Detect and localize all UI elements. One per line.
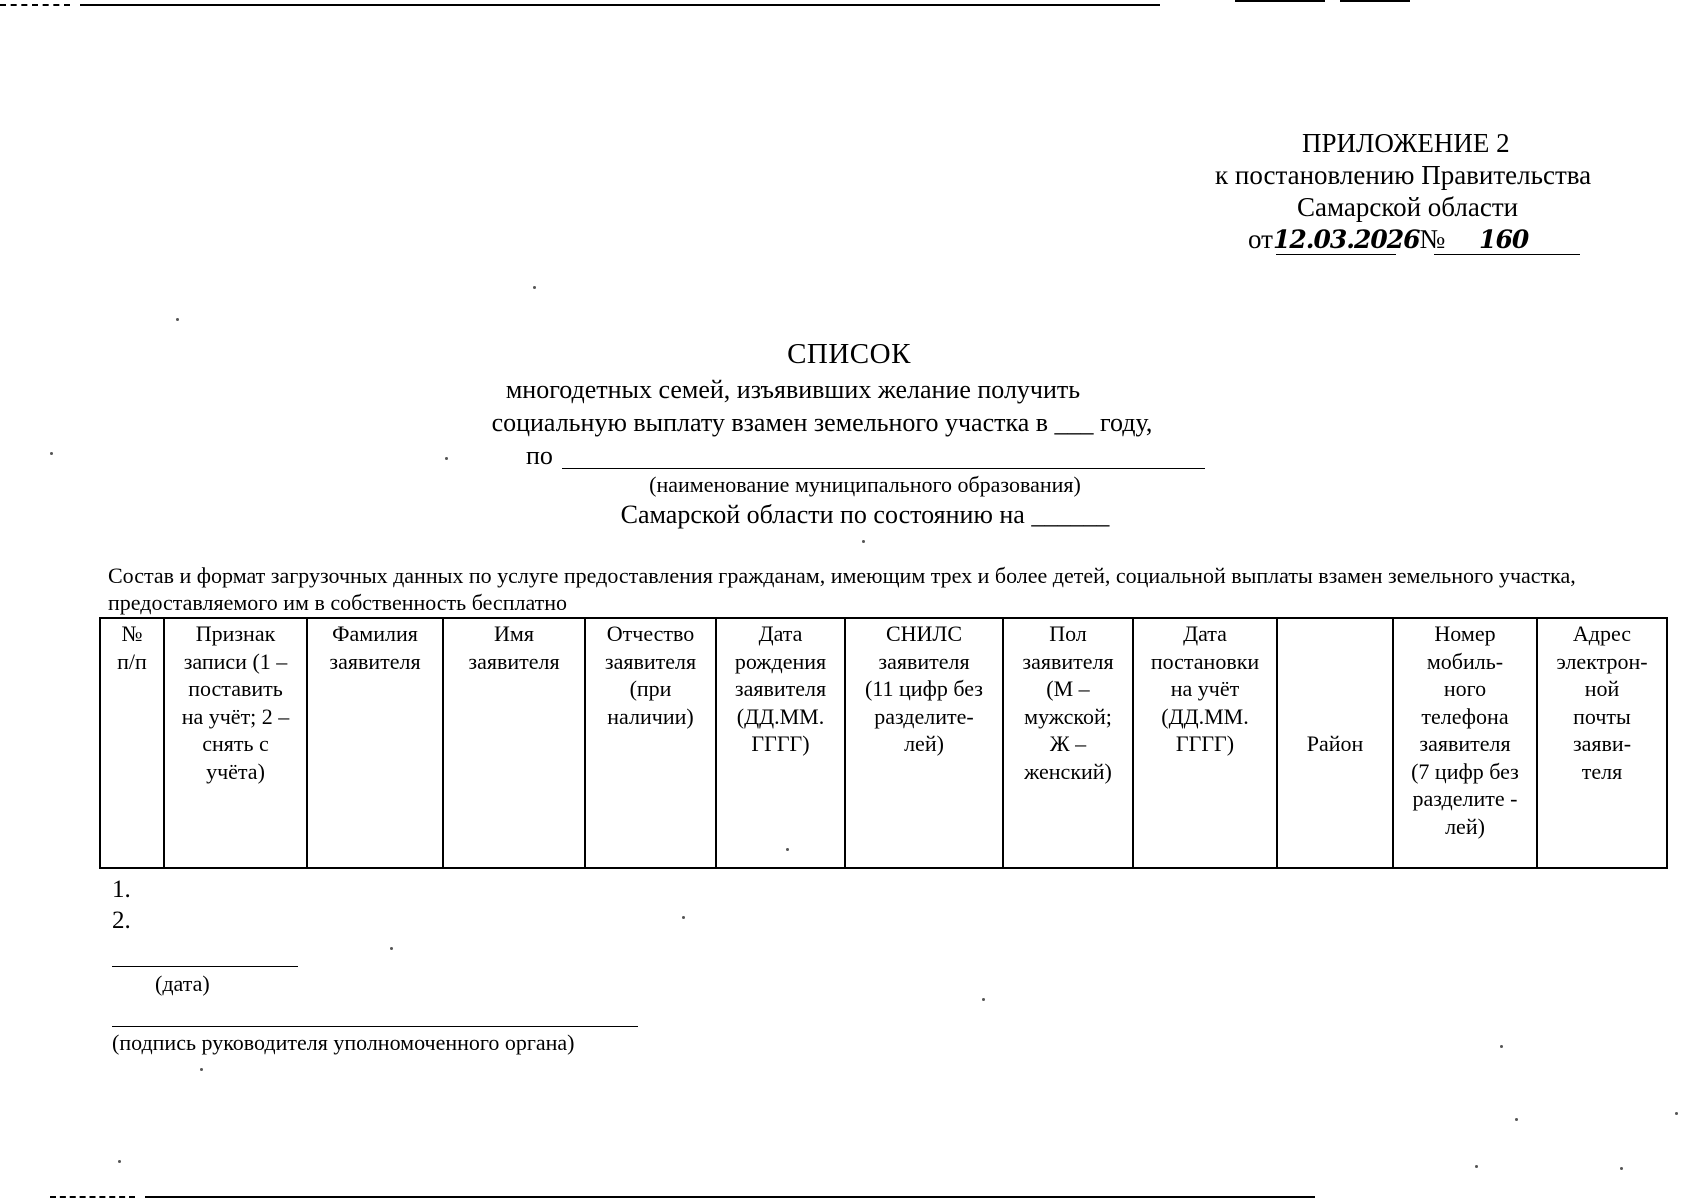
intro-text: Состав и формат загрузочных данных по услуге предоставления гражданам, имеющим трех и более детей, социальной выплаты взамен земельного участка, предоставляемого им в собственность бесплатно [108,563,1576,615]
heading-line-1: многодетных семей, изъявивших желание получить [505,375,1081,404]
column-header-line: на учёт; 2 – [181,703,290,729]
heading-line-3-prefix: по [526,441,553,470]
column-header-line: мужской; [1024,703,1112,729]
column-header-line: заявителя [329,648,421,674]
scan-edge-bottom [145,1196,1315,1198]
column-header-line: лей) [904,731,944,756]
column-header-line: заявителя [1419,731,1511,756]
scan-speck [1475,1165,1478,1168]
column-header-line: электрон- [1556,648,1648,674]
column-header-line: Имя [494,621,534,646]
column-header-line: на учёт [1170,676,1240,701]
heading-line-4: Самарской области по состоянию на ______ [620,500,1110,529]
column-header-line: разделите - [1412,786,1518,811]
column-header-snils [845,618,1003,868]
column-header-line: заявителя [1022,648,1114,674]
date-signature-line [112,966,298,967]
scan-speck [682,916,685,919]
column-header-line: Отчество [606,621,695,646]
scan-speck [1500,1045,1503,1048]
column-header-line: поставить [188,676,283,701]
appendix-line-1: к постановлению Правительства [1215,160,1592,190]
column-header-line: Дата [758,621,803,646]
column-header-line: № [121,621,143,646]
list-item-2-number: 2. [112,907,131,934]
appendix-number-underline [1434,254,1580,255]
column-header-phone [1393,618,1537,868]
scan-edge-top [80,4,1160,6]
column-header-first-name [443,618,585,868]
table-header-row [100,618,1667,868]
scan-speck [533,286,536,289]
scan-speck [445,457,448,460]
column-header-line: постановки [1150,648,1260,674]
column-header-email [1537,618,1667,868]
scan-edge-top-left [0,4,70,6]
column-header-line: ного [1443,676,1487,701]
column-header-line: ГГГГ) [1175,731,1235,756]
column-header-line: разделите- [874,703,974,729]
column-header-line: (ДД.ММ. [736,703,825,729]
list-item-1-number: 1. [112,876,131,903]
column-header-line: (7 цифр без [1411,758,1519,784]
column-header-line: женский) [1024,758,1112,784]
column-header-line: ной [1584,676,1620,701]
column-header-line: Номер [1434,621,1496,646]
scan-speck [200,1068,203,1071]
column-header-line: Район [1306,730,1364,756]
scan-edge-bottom-left [50,1196,135,1198]
column-header-line: Дата [1183,621,1227,646]
head-signature-line [112,1026,638,1027]
column-header-line: (ДД.ММ. [1161,703,1249,729]
column-header-line: записи (1 – [183,648,288,674]
appendix-number-prefix: № [1419,224,1446,254]
column-header-line: (при [629,676,672,701]
column-header-line: (11 цифр без [865,676,983,701]
heading-line-2: социальную выплату взамен земельного участка в ___ году, [491,408,1153,437]
signature-caption: (подпись руководителя уполномоченного органа) [112,1030,575,1055]
scan-speck [1675,1112,1678,1115]
scan-speck [1515,1118,1518,1121]
scan-speck [862,540,865,543]
column-header-registration-date [1133,618,1277,868]
scan-speck [1620,1167,1623,1170]
column-header-line: Фамилия [332,621,418,646]
column-header-line: заявителя [468,648,560,674]
scan-speck [50,452,53,455]
column-header-line: Признак [195,621,276,646]
appendix-date-underline [1276,254,1396,255]
appendix-line-2: Самарской области [1297,192,1519,222]
column-header-birth-date [716,618,845,868]
column-header-line: ГГГГ) [751,731,810,756]
appendix-date-handwritten: 12.03.2026 [1272,225,1420,254]
column-header-line: наличии) [607,703,694,729]
scan-edge-top-right [1235,0,1325,2]
column-header-patronymic [585,618,716,868]
column-header-line: учёта) [206,758,265,784]
municipality-underline [562,468,1205,469]
column-header-gender [1003,618,1133,868]
column-header-line: снять с [202,731,269,756]
column-header-line: заявителя [734,676,827,701]
column-header-line: лей) [1445,813,1485,839]
appendix-number-handwritten: 160 [1479,225,1529,254]
appendix-date-prefix: от [1248,224,1273,254]
column-header-line: теля [1581,758,1623,784]
column-header-line: мобиль- [1426,648,1504,674]
column-header-district [1277,618,1393,868]
column-header-line: п/п [117,648,147,674]
scan-edge-top-right-2 [1340,0,1410,2]
scan-speck [118,1160,121,1163]
column-header-line: заяви- [1572,731,1632,756]
date-caption: (дата) [155,971,210,996]
column-header-number [100,618,164,868]
data-format-table [99,617,1668,869]
column-header-line: рождения [734,648,827,674]
column-header-line: Ж – [1049,731,1087,756]
appendix-title: ПРИЛОЖЕНИЕ 2 [1302,128,1510,158]
column-header-line: (М – [1046,676,1090,701]
scan-speck [982,998,985,1001]
column-header-line: заявителя [878,648,970,674]
column-header-line: Пол [1049,621,1087,646]
scan-speck [390,947,393,950]
column-header-line: Адрес [1572,621,1632,646]
column-header-line: заявителя [604,648,697,674]
appendix-date-line [1248,224,1528,255]
column-header-record-flag [164,618,307,868]
column-header-surname [307,618,443,868]
column-header-line: почты [1573,703,1631,729]
column-header-line: СНИЛС [885,621,963,646]
column-header-line: телефона [1421,703,1509,729]
document-title: СПИСОК [787,338,911,370]
municipality-caption: (наименование муниципального образования) [649,472,1081,497]
scan-speck [176,318,179,321]
